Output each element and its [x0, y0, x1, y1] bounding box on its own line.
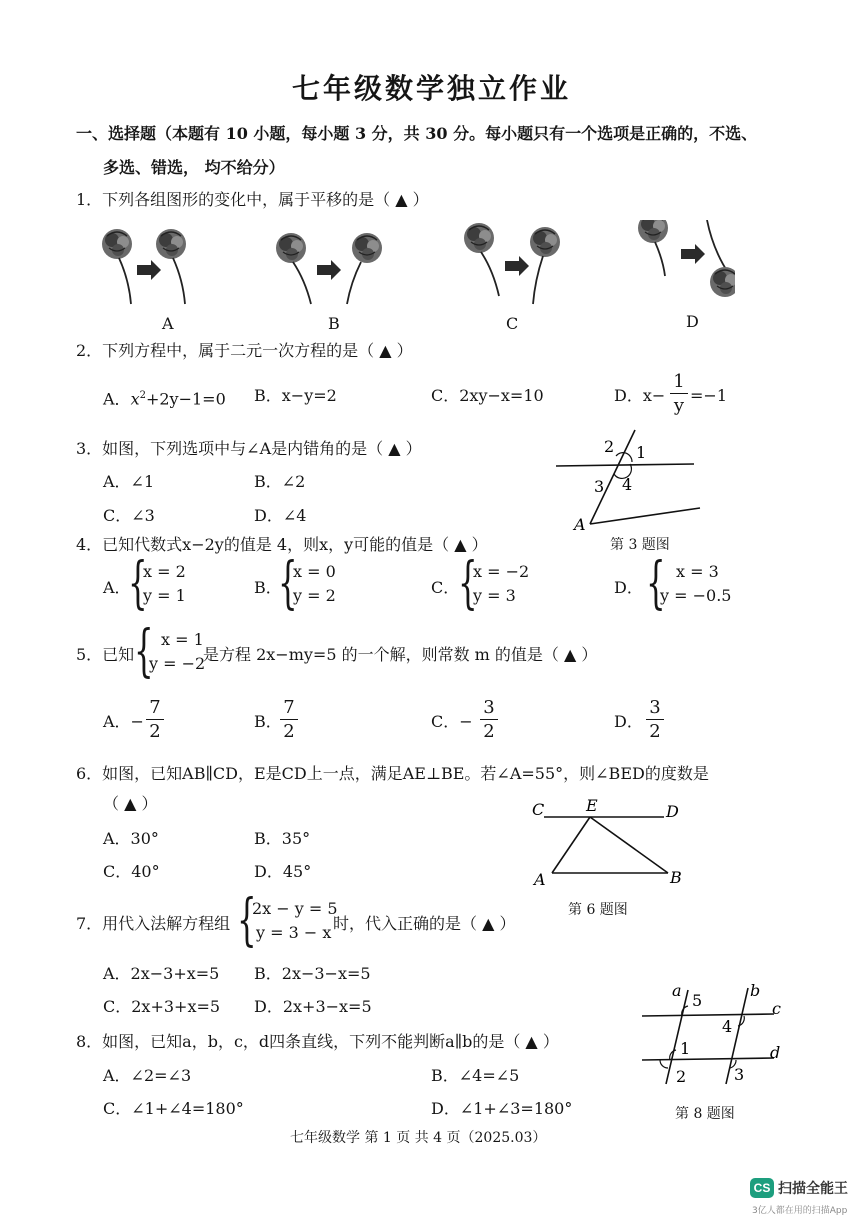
- q8-option-a: A．∠2=∠3: [103, 1066, 192, 1085]
- q2-option-d-fraction: $\frac{1}{y}$: [670, 372, 688, 416]
- q3-option-a: A．∠1: [103, 472, 155, 491]
- section-heading-line1: 一、选择题（本题有 10 小题，每小题 3 分，共 30 分。每小题只有一个选项是正确的，不选、: [76, 124, 758, 143]
- q3-angle-3-label: 3: [594, 477, 605, 496]
- q4-stem: 4．已知代数式x−2y的值是 4，则x，y可能的值是（ ▲ ）: [76, 535, 488, 554]
- q8-option-b: B．∠4=∠5: [431, 1066, 520, 1085]
- q5-option-c-label: C．−: [431, 712, 473, 731]
- q4-option-a-label: A．: [103, 578, 131, 597]
- q5-brace: {: [134, 619, 154, 684]
- camscanner-logo-badge: CS: [750, 1178, 774, 1198]
- q2-option-c: C．2xy−x=10: [431, 386, 544, 405]
- q6-option-c: C．40°: [103, 862, 160, 881]
- q4-option-d-system: x = 3 y = −0.5: [660, 562, 732, 605]
- q7-option-c: C．2x+3+x=5: [103, 997, 221, 1016]
- q2-option-d-rest: =−1: [690, 386, 727, 405]
- q8-option-d: D．∠1+∠3=180°: [431, 1099, 573, 1118]
- q8-angle-1-label: 1: [680, 1039, 691, 1058]
- q6-point-a-label: A: [534, 870, 546, 889]
- q1-label-c: C: [506, 314, 519, 333]
- q7-brace: {: [237, 888, 257, 953]
- page-title: 七年级数学独立作业: [292, 72, 572, 105]
- q8-angle-3-label: 3: [734, 1065, 745, 1084]
- q4-option-d-label: D．: [614, 578, 643, 597]
- q3-angle-4-label: 4: [622, 475, 633, 494]
- q4-option-c-label: C．: [431, 578, 460, 597]
- q7-prefix: 7．用代入法解方程组: [76, 914, 231, 933]
- q8-angle-4-label: 4: [722, 1017, 733, 1036]
- q7-suffix: 时，代入正确的是（ ▲ ）: [333, 914, 516, 933]
- q5-option-d-label: D．: [614, 712, 643, 731]
- q8-angle-2-label: 2: [676, 1067, 687, 1086]
- q5-option-b-label: B．: [254, 712, 282, 731]
- q4-option-b-system: x = 0 y = 2: [293, 562, 336, 605]
- q3-point-a-label: A: [574, 515, 586, 534]
- q8-option-c: C．∠1+∠4=180°: [103, 1099, 244, 1118]
- q5-suffix: 是方程 2x−my=5 的一个解，则常数 m 的值是（ ▲ ）: [203, 645, 598, 664]
- q3-caption: 第 3 题图: [610, 537, 670, 553]
- q8-line-d-label: d: [770, 1043, 781, 1062]
- q5-option-d-fraction: $\frac{3}{2}$: [646, 698, 664, 742]
- page-footer: 七年级数学 第 1 页 共 4 页（2025.03）: [290, 1130, 547, 1146]
- q6-option-a: A．30°: [103, 829, 159, 848]
- q2-option-d-prefix: D．x−: [614, 386, 666, 405]
- q8-line-a-label: a: [672, 981, 682, 1000]
- q7-option-a: A．2x−3+x=5: [103, 964, 220, 983]
- q4-option-a-system: x = 2 y = 1: [143, 562, 186, 605]
- q1-option-c-figure: [464, 223, 560, 304]
- q5-option-c-fraction: $\frac{3}{2}$: [480, 698, 498, 742]
- q6-stem-answer: （ ▲ ）: [103, 794, 158, 813]
- q3-angle-2-label: 2: [604, 437, 615, 456]
- q8-caption: 第 8 题图: [675, 1106, 735, 1122]
- q8-stem: 8．如图，已知a，b，c，d四条直线，下列不能判断a∥b的是（ ▲ ）: [76, 1032, 559, 1051]
- q4-option-d-brace: {: [646, 551, 666, 616]
- camscanner-watermark-name: 扫描全能王: [778, 1181, 848, 1197]
- section-heading-line2: 多选、错选， 均不给分）: [103, 158, 285, 177]
- q1-label-b: B: [328, 314, 340, 333]
- q5-option-a-label: A．−: [103, 712, 144, 731]
- q4-option-c-brace: {: [458, 551, 478, 616]
- q6-option-b: B．35°: [254, 829, 311, 848]
- q7-option-b: B．2x−3−x=5: [254, 964, 371, 983]
- q5-prefix: 5．已知: [76, 645, 135, 664]
- q8-figure: [630, 976, 790, 1088]
- q6-caption: 第 6 题图: [568, 902, 628, 918]
- q4-option-a-brace: {: [128, 551, 148, 616]
- q4-option-b-label: B．: [254, 578, 282, 597]
- q1-label-d: D: [686, 312, 699, 331]
- q1-label-a: A: [162, 314, 174, 333]
- q6-point-c-label: C: [532, 800, 545, 819]
- q8-angle-5-label: 5: [692, 991, 703, 1010]
- q3-option-b: B．∠2: [254, 472, 306, 491]
- q5-system: x = 1 y = −2: [149, 630, 206, 673]
- q3-figure: [550, 426, 710, 536]
- q6-option-d: D．45°: [254, 862, 312, 881]
- q2-option-b: B．x−y=2: [254, 386, 337, 405]
- q1-stem: 1．下列各组图形的变化中，属于平移的是（ ▲ ）: [76, 190, 429, 209]
- q1-figures: [95, 220, 735, 320]
- q8-line-b-label: b: [750, 981, 761, 1000]
- q5-option-b-fraction: $\frac{7}{2}$: [280, 698, 298, 742]
- q3-option-d: D．∠4: [254, 506, 307, 525]
- q6-stem: 6．如图，已知AB∥CD，E是CD上一点，满足AE⊥BE。若∠A=55°，则∠BED的度数是: [76, 764, 709, 783]
- q3-angle-1-label: 1: [636, 443, 647, 462]
- q6-figure: [528, 795, 688, 895]
- q7-option-d: D．2x+3−x=5: [254, 997, 372, 1016]
- q2-option-a: A．$x^2+2y-1=0$: [103, 389, 226, 409]
- q6-point-d-label: D: [666, 802, 679, 821]
- q4-option-b-brace: {: [278, 551, 298, 616]
- q3-option-c: C．∠3: [103, 506, 155, 525]
- q6-point-e-label: E: [586, 796, 598, 815]
- q8-line-c-label: c: [772, 999, 781, 1018]
- q1-option-d-figure: [638, 220, 735, 297]
- q7-system: 2x − y = 5 y = 3 − x: [252, 899, 338, 942]
- q6-point-b-label: B: [670, 868, 682, 887]
- q1-option-a-figure: [102, 229, 186, 304]
- q4-option-c-system: x = −2 y = 3: [473, 562, 530, 605]
- q2-stem: 2．下列方程中，属于二元一次方程的是（ ▲ ）: [76, 341, 413, 360]
- q1-option-b-figure: [276, 233, 382, 304]
- q5-option-a-fraction: $\frac{7}{2}$: [146, 698, 164, 742]
- camscanner-watermark-tagline: 3亿人都在用的扫描App: [752, 1206, 848, 1216]
- q3-stem: 3．如图，下列选项中与∠A是内错角的是（ ▲ ）: [76, 439, 422, 458]
